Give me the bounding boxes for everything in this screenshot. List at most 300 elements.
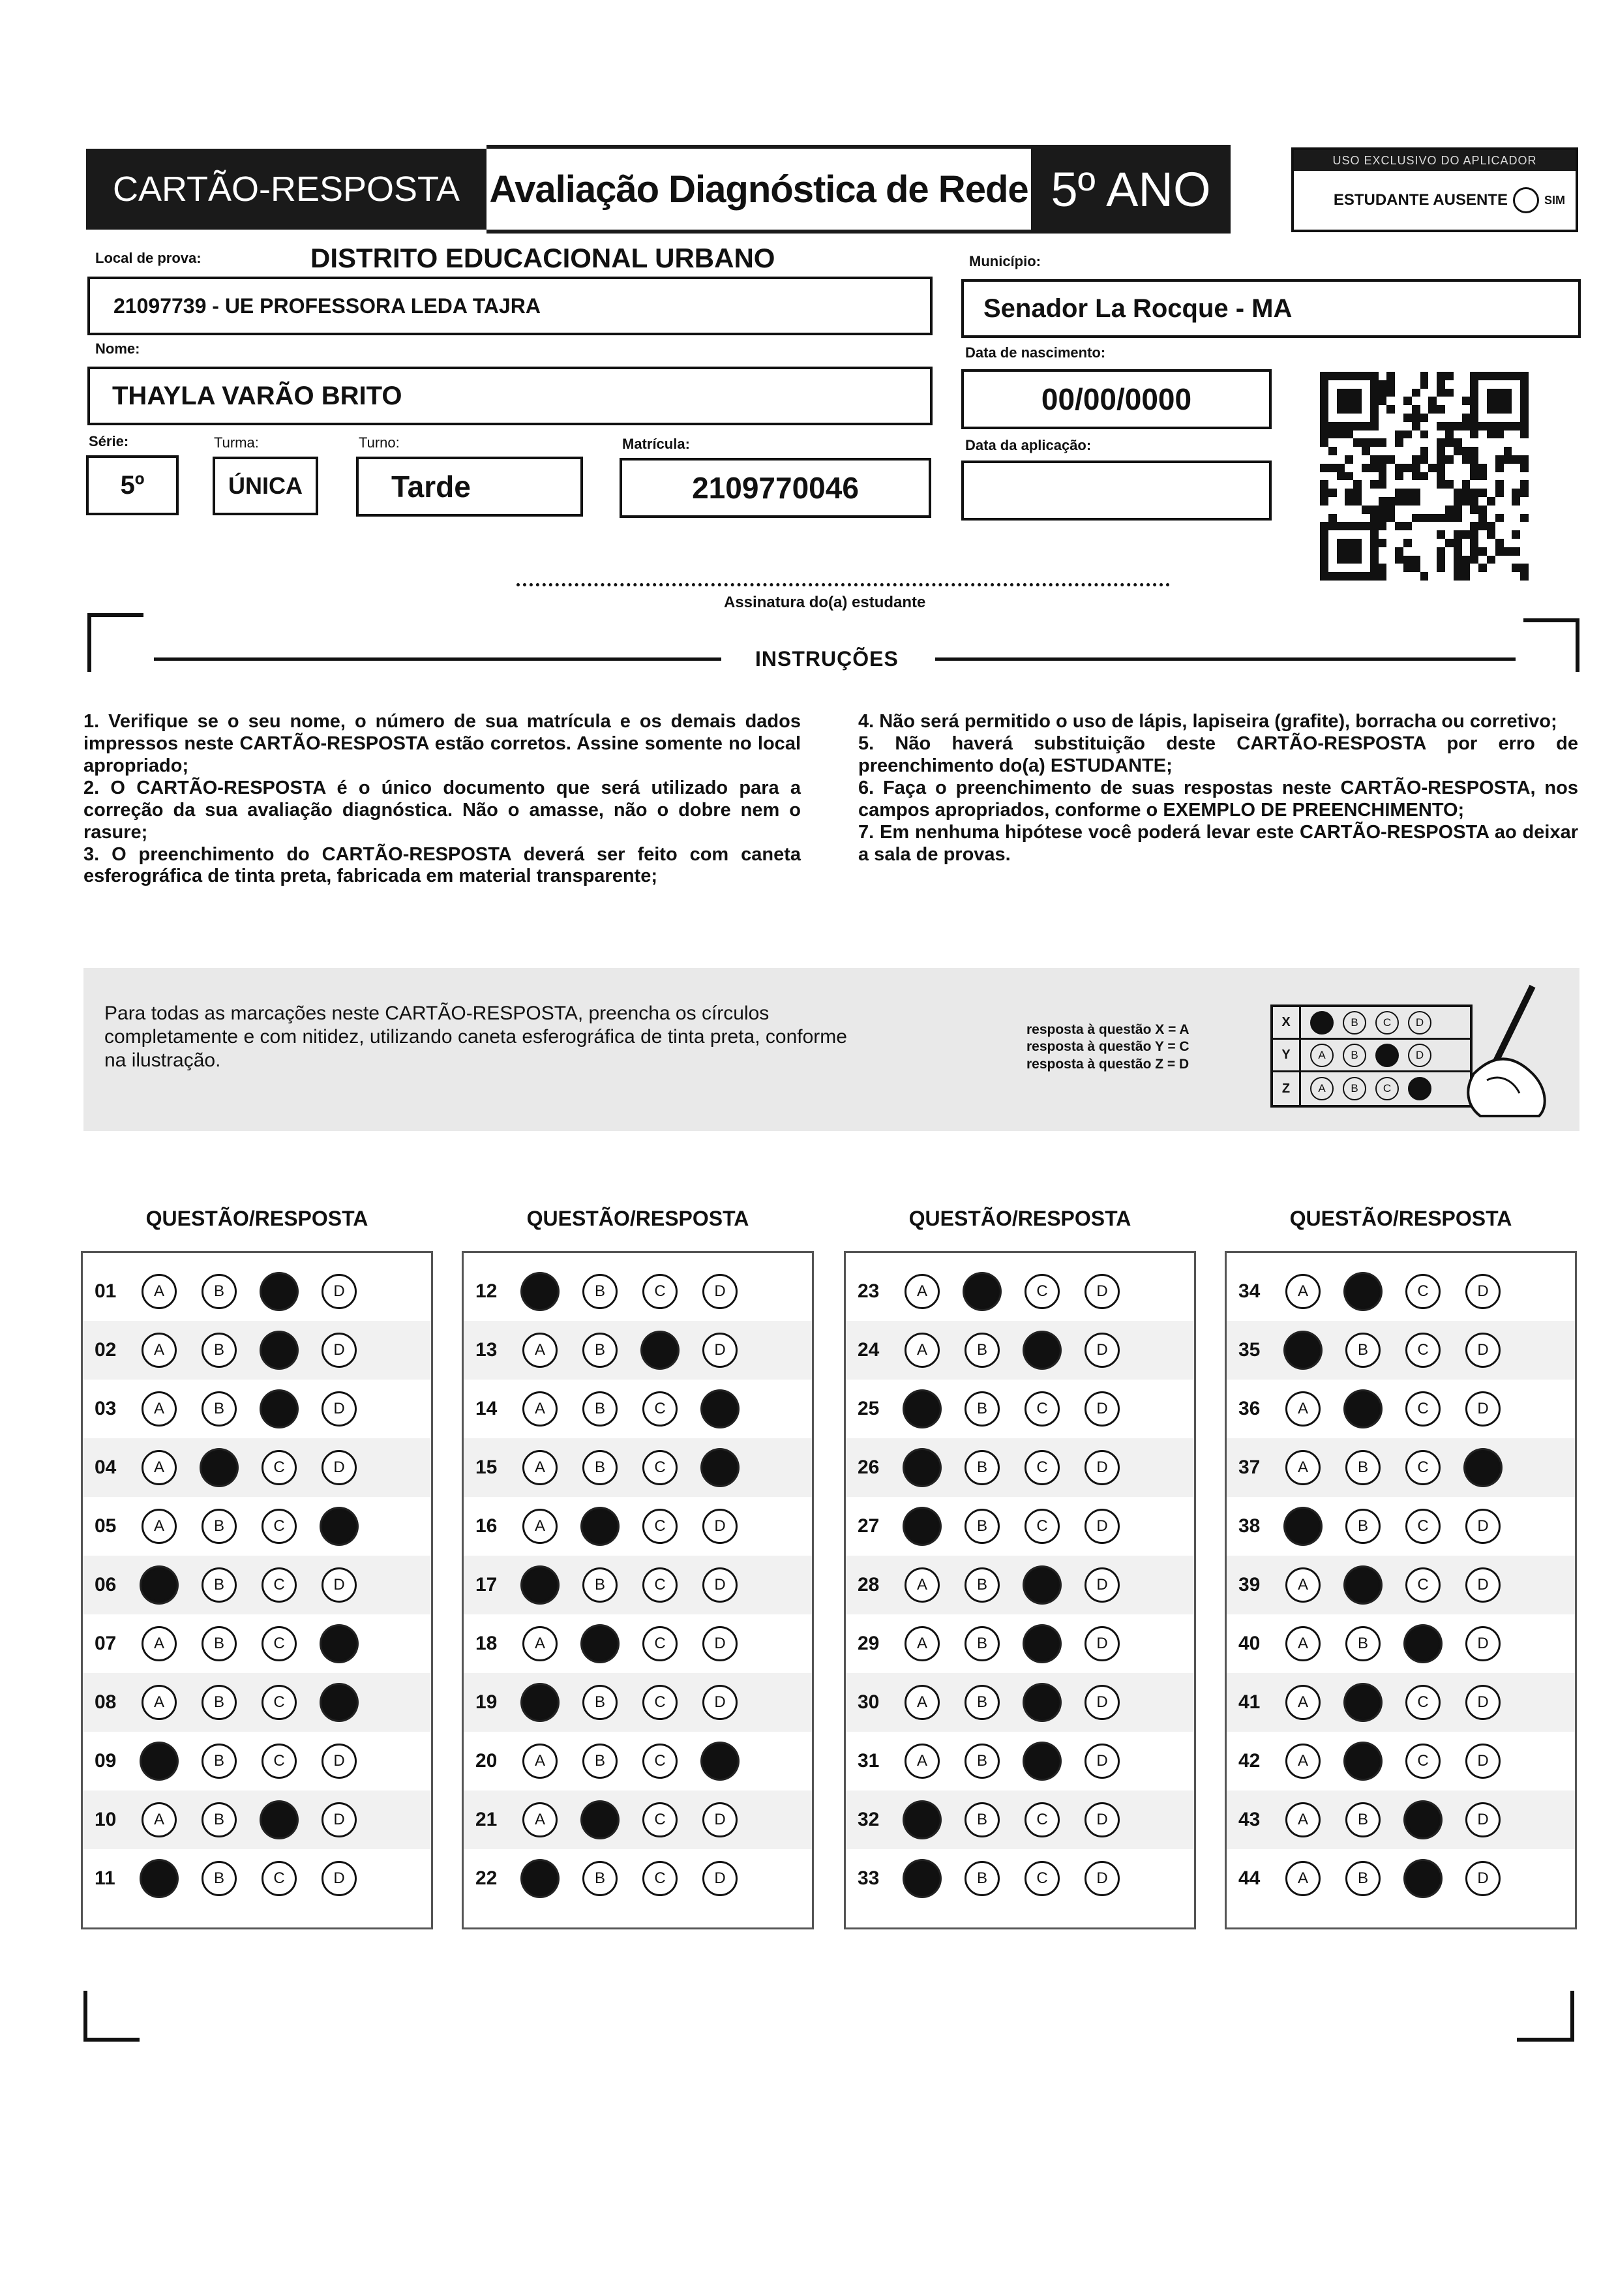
question-number: 29 [858, 1633, 880, 1654]
answer-bubble-b[interactable]: B [965, 1450, 1000, 1485]
answer-bubble-d[interactable]: D [1085, 1802, 1120, 1837]
answer-bubble-a[interactable] [905, 1861, 940, 1896]
answer-bubble-c[interactable] [1025, 1744, 1060, 1779]
answer-bubble-d[interactable]: D [1465, 1274, 1501, 1309]
answer-bubble-a[interactable]: A [905, 1567, 940, 1603]
answer-bubble-a[interactable]: A [142, 1685, 177, 1720]
answer-bubble-b[interactable]: B [582, 1744, 618, 1779]
answer-bubble-b[interactable] [965, 1274, 1000, 1309]
question-number: 16 [475, 1515, 498, 1537]
answer-bubble-c[interactable]: C [1405, 1509, 1441, 1544]
answer-bubble-b[interactable]: B [202, 1626, 237, 1661]
pen-hand-illustration [1402, 982, 1552, 1119]
instruction-4: 4. Não será permitido o uso de lápis, lapiseira (grafite), borracha ou corretivo; [858, 711, 1557, 732]
instruction-2: 2. O CARTÃO-RESPOSTA é o único documento que será utilizado para a correção da sua avaliação diagnóstica. Não o amasse, não o dobre nem o rasure; [83, 777, 801, 843]
answer-bubble-d[interactable] [1465, 1450, 1501, 1485]
answer-bubble-c[interactable]: C [642, 1391, 678, 1427]
answer-bubble-d[interactable]: D [1085, 1861, 1120, 1896]
column-header: QUESTÃO/RESPOSTA [526, 1207, 749, 1230]
applicator-box [1291, 147, 1578, 232]
answer-bubble-c[interactable]: C [1405, 1333, 1441, 1368]
question-row [83, 1849, 431, 1908]
question-row [83, 1732, 431, 1790]
answer-bubble-a[interactable]: A [905, 1333, 940, 1368]
example-legend [1026, 1021, 1190, 1073]
answer-bubble-c[interactable]: C [262, 1450, 297, 1485]
answer-bubble-c[interactable]: C [642, 1744, 678, 1779]
answer-bubble-a[interactable]: A [1285, 1861, 1321, 1896]
example-row-label: Y [1273, 1040, 1301, 1070]
question-number: 18 [475, 1633, 498, 1654]
frame-corner-bottom-right [1517, 1991, 1574, 2042]
answer-bubble-b[interactable] [1345, 1274, 1381, 1309]
question-row [464, 1614, 812, 1673]
answer-bubble-c[interactable]: C [1025, 1861, 1060, 1896]
question-row [846, 1673, 1194, 1732]
question-number: 25 [858, 1398, 880, 1419]
answer-bubble-d[interactable]: D [1465, 1509, 1501, 1544]
answer-bubble-d[interactable]: D [1085, 1333, 1120, 1368]
answer-bubble-d[interactable]: D [322, 1333, 357, 1368]
answer-bubble-c[interactable]: C [642, 1509, 678, 1544]
question-row [464, 1673, 812, 1732]
answer-bubble-c[interactable] [1025, 1333, 1060, 1368]
answer-bubble-c[interactable]: C [262, 1861, 297, 1896]
answer-bubble-d[interactable]: D [1465, 1567, 1501, 1603]
answer-bubble-c[interactable] [642, 1333, 678, 1368]
question-row [83, 1556, 431, 1614]
signature-line [516, 583, 1170, 586]
answer-bubble-c[interactable] [1025, 1567, 1060, 1603]
answer-bubble-b[interactable]: B [202, 1685, 237, 1720]
answer-bubble-a[interactable]: A [905, 1744, 940, 1779]
column-header: QUESTÃO/RESPOSTA [145, 1207, 368, 1230]
answer-bubble-c[interactable]: C [262, 1626, 297, 1661]
question-number: 33 [858, 1867, 880, 1889]
answer-bubble-b[interactable] [582, 1509, 618, 1544]
answer-bubble-b[interactable] [1345, 1567, 1381, 1603]
question-number: 40 [1238, 1633, 1261, 1654]
answer-bubble-d[interactable]: D [702, 1861, 738, 1896]
answer-bubble-c[interactable]: C [262, 1744, 297, 1779]
instruction-5: 5. Não haverá substituição deste CARTÃO-RESPOSTA por erro de preenchimento do(a) ESTUDANTE; [858, 733, 1578, 776]
answer-bubble-c[interactable]: C [1405, 1391, 1441, 1427]
answer-bubble-d[interactable]: D [1465, 1861, 1501, 1896]
answer-bubble-b[interactable] [1345, 1685, 1381, 1720]
answer-column [844, 1251, 1196, 1929]
question-number: 34 [1238, 1280, 1261, 1302]
answer-bubble-d[interactable]: D [322, 1391, 357, 1427]
nome-label: Nome: [95, 340, 140, 357]
question-number: 21 [475, 1809, 498, 1830]
question-number: 09 [95, 1750, 117, 1772]
question-row [83, 1790, 431, 1849]
answer-bubble-c[interactable]: C [1025, 1450, 1060, 1485]
answer-bubble-a[interactable] [522, 1685, 558, 1720]
question-row [83, 1380, 431, 1438]
question-number: 01 [95, 1280, 117, 1302]
example-bubble: C [1375, 1011, 1399, 1035]
answer-bubble-c[interactable]: C [1405, 1567, 1441, 1603]
example-row-label: X [1273, 1007, 1301, 1038]
answer-bubble-a[interactable]: A [522, 1333, 558, 1368]
example-bubble: C [1375, 1077, 1399, 1100]
answer-bubble-b[interactable]: B [202, 1274, 237, 1309]
answer-bubble-c[interactable]: C [642, 1274, 678, 1309]
answer-bubble-a[interactable]: A [142, 1333, 177, 1368]
absent-label: ESTUDANTE AUSENTE [1333, 191, 1508, 209]
instruction-3: 3. O preenchimento do CARTÃO-RESPOSTA deverá ser feito com caneta esferográfica de tinta preta, fabricada em material transparente; [83, 843, 801, 887]
question-number: 24 [858, 1339, 880, 1361]
answer-bubble-c[interactable]: C [1025, 1802, 1060, 1837]
example-bubble: B [1343, 1044, 1366, 1067]
matricula-field [620, 458, 931, 518]
answer-column [462, 1251, 814, 1929]
answer-bubble-a[interactable] [905, 1391, 940, 1427]
answer-bubble-d[interactable]: D [1465, 1333, 1501, 1368]
answer-bubble-a[interactable]: A [142, 1450, 177, 1485]
answer-bubble-a[interactable]: A [1285, 1450, 1321, 1485]
answer-bubble-c[interactable] [262, 1333, 297, 1368]
answer-bubble-b[interactable]: B [202, 1391, 237, 1427]
example-bubble: D [1408, 1011, 1431, 1035]
answer-bubble-a[interactable]: A [522, 1802, 558, 1837]
answer-bubble-c[interactable] [1025, 1626, 1060, 1661]
answer-bubble-d[interactable]: D [1085, 1685, 1120, 1720]
card-title-banner [86, 149, 486, 230]
question-row [1227, 1790, 1575, 1849]
question-number: 36 [1238, 1398, 1261, 1419]
turno-value: Tarde [391, 470, 471, 504]
turma-value: ÚNICA [228, 472, 303, 499]
answer-bubble-c[interactable]: C [642, 1802, 678, 1837]
answer-bubble-c[interactable]: C [1025, 1391, 1060, 1427]
question-row [83, 1497, 431, 1556]
answer-bubble-c[interactable]: C [262, 1685, 297, 1720]
answer-bubble-a[interactable]: A [522, 1391, 558, 1427]
answer-bubble-d[interactable]: D [1465, 1802, 1501, 1837]
answer-bubble-d[interactable]: D [1085, 1274, 1120, 1309]
question-row [464, 1790, 812, 1849]
answer-bubble-a[interactable]: A [1285, 1274, 1321, 1309]
answer-bubble-c[interactable] [1025, 1685, 1060, 1720]
question-row [846, 1321, 1194, 1380]
question-number: 13 [475, 1339, 498, 1361]
question-row [464, 1438, 812, 1497]
answer-bubble-b[interactable]: B [582, 1450, 618, 1485]
answer-bubble-c[interactable] [262, 1391, 297, 1427]
answer-bubble-c[interactable] [1405, 1626, 1441, 1661]
nascimento-field [961, 369, 1272, 429]
answer-bubble-c[interactable]: C [642, 1861, 678, 1896]
answer-bubble-a[interactable]: A [1285, 1685, 1321, 1720]
answer-bubble-a[interactable]: A [1285, 1626, 1321, 1661]
answer-bubble-d[interactable]: D [702, 1685, 738, 1720]
answer-bubble-d[interactable] [322, 1685, 357, 1720]
answer-bubble-d[interactable]: D [322, 1450, 357, 1485]
answer-bubble-d[interactable] [702, 1744, 738, 1779]
answer-bubble-b[interactable]: B [965, 1333, 1000, 1368]
serie-label: Série: [89, 433, 129, 449]
column-header: QUESTÃO/RESPOSTA [1289, 1207, 1512, 1230]
answer-bubble-a[interactable] [142, 1744, 177, 1779]
answer-bubble-a[interactable]: A [1285, 1802, 1321, 1837]
answer-bubble-b[interactable]: B [1345, 1802, 1381, 1837]
example-bubble: D [1408, 1044, 1431, 1067]
answer-bubble-d[interactable] [322, 1509, 357, 1544]
answer-bubble-d[interactable] [702, 1450, 738, 1485]
answer-bubble-c[interactable]: C [1405, 1685, 1441, 1720]
grade-banner [1031, 145, 1231, 234]
answer-bubble-a[interactable] [905, 1802, 940, 1837]
answer-bubble-c[interactable]: C [1025, 1274, 1060, 1309]
question-number: 06 [95, 1574, 117, 1595]
question-row [1227, 1732, 1575, 1790]
answer-bubble-b[interactable]: B [965, 1685, 1000, 1720]
answer-bubble-d[interactable]: D [702, 1333, 738, 1368]
answer-bubble-a[interactable] [905, 1509, 940, 1544]
answer-bubble-b[interactable]: B [965, 1391, 1000, 1427]
instruction-7: 7. Em nenhuma hipótese você poderá levar este CARTÃO-RESPOSTA ao deixar a sala de provas. [858, 821, 1578, 865]
aplicacao-label: Data da aplicação: [965, 437, 1092, 453]
qr-code [1320, 372, 1529, 581]
answer-bubble-c[interactable] [1405, 1861, 1441, 1896]
question-number: 26 [858, 1457, 880, 1478]
question-number: 27 [858, 1515, 880, 1537]
answer-bubble-b[interactable]: B [202, 1744, 237, 1779]
answer-bubble-d[interactable]: D [1465, 1685, 1501, 1720]
question-row [1227, 1262, 1575, 1321]
answer-bubble-a[interactable]: A [142, 1509, 177, 1544]
nome-value: THAYLA VARÃO BRITO [112, 381, 402, 410]
example-bubble: A [1310, 1077, 1334, 1100]
answer-bubble-d[interactable]: D [322, 1567, 357, 1603]
answer-bubble-b[interactable]: B [965, 1509, 1000, 1544]
answer-bubble-b[interactable] [1345, 1744, 1381, 1779]
answer-bubble-a[interactable]: A [1285, 1391, 1321, 1427]
frame-corner-top-left [87, 613, 143, 672]
answer-bubble-c[interactable] [262, 1802, 297, 1837]
instructions-right [858, 711, 1578, 866]
answer-bubble-b[interactable] [582, 1626, 618, 1661]
answer-bubble-b[interactable]: B [202, 1861, 237, 1896]
instructions-title: INSTRUÇÕES [755, 647, 899, 671]
answer-bubble-b[interactable]: B [202, 1509, 237, 1544]
answer-bubble-b[interactable] [582, 1802, 618, 1837]
answer-bubble-d[interactable]: D [1085, 1450, 1120, 1485]
answer-bubble-a[interactable]: A [905, 1685, 940, 1720]
answer-bubble-c[interactable]: C [1405, 1450, 1441, 1485]
question-row [846, 1790, 1194, 1849]
answer-bubble-a[interactable]: A [905, 1274, 940, 1309]
question-number: 05 [95, 1515, 117, 1537]
answer-bubble-b[interactable]: B [1345, 1626, 1381, 1661]
question-number: 44 [1238, 1867, 1261, 1889]
question-number: 02 [95, 1339, 117, 1361]
example-row-label: Z [1273, 1072, 1301, 1105]
answer-bubble-a[interactable]: A [142, 1626, 177, 1661]
answer-bubble-c[interactable] [262, 1274, 297, 1309]
answer-bubble-c[interactable]: C [1405, 1744, 1441, 1779]
answer-bubble-c[interactable]: C [1405, 1274, 1441, 1309]
question-row [1227, 1556, 1575, 1614]
answer-bubble-d[interactable]: D [702, 1567, 738, 1603]
answer-bubble-d[interactable]: D [1085, 1509, 1120, 1544]
municipio-value: Senador La Rocque - MA [983, 294, 1293, 323]
question-row [83, 1262, 431, 1321]
answer-bubble-a[interactable] [522, 1567, 558, 1603]
answer-bubble-b[interactable]: B [582, 1391, 618, 1427]
answer-bubble-a[interactable] [142, 1861, 177, 1896]
answer-bubble-a[interactable]: A [142, 1274, 177, 1309]
answer-bubble-c[interactable]: C [642, 1450, 678, 1485]
answer-bubble-a[interactable]: A [142, 1802, 177, 1837]
matricula-value: 2109770046 [692, 471, 859, 505]
answer-bubble-b[interactable]: B [1345, 1333, 1381, 1368]
question-row [846, 1438, 1194, 1497]
answer-bubble-b[interactable]: B [965, 1861, 1000, 1896]
answer-bubble-a[interactable]: A [1285, 1744, 1321, 1779]
aplicacao-field[interactable] [961, 461, 1272, 521]
question-row [464, 1849, 812, 1908]
question-row [846, 1497, 1194, 1556]
answer-bubble-a[interactable]: A [522, 1744, 558, 1779]
answer-bubble-c[interactable]: C [262, 1509, 297, 1544]
answer-bubble-d[interactable]: D [1085, 1744, 1120, 1779]
question-number: 04 [95, 1457, 117, 1478]
absent-checkbox[interactable] [1513, 187, 1539, 213]
legend-x: resposta à questão X = A [1026, 1022, 1190, 1037]
answer-bubble-a[interactable] [1285, 1333, 1321, 1368]
answer-bubble-b[interactable]: B [965, 1744, 1000, 1779]
answer-bubble-b[interactable]: B [582, 1685, 618, 1720]
answer-bubble-d[interactable]: D [322, 1802, 357, 1837]
question-row [846, 1380, 1194, 1438]
nome-field [87, 367, 933, 425]
question-number: 11 [95, 1867, 115, 1889]
turma-label: Turma: [214, 434, 259, 451]
answer-bubble-a[interactable] [1285, 1509, 1321, 1544]
municipio-field [961, 279, 1581, 338]
answer-bubble-a[interactable]: A [522, 1509, 558, 1544]
answer-bubble-d[interactable]: D [1465, 1744, 1501, 1779]
answer-bubble-b[interactable]: B [965, 1567, 1000, 1603]
answer-bubble-b[interactable] [1345, 1391, 1381, 1427]
answer-bubble-b[interactable]: B [202, 1333, 237, 1368]
answer-bubble-b[interactable]: B [582, 1567, 618, 1603]
question-number: 07 [95, 1633, 117, 1654]
frame-corner-top-right [1523, 618, 1579, 672]
question-row [83, 1438, 431, 1497]
answer-bubble-c[interactable]: C [262, 1567, 297, 1603]
answer-bubble-c[interactable]: C [642, 1626, 678, 1661]
answer-bubble-d[interactable]: D [1465, 1626, 1501, 1661]
answer-bubble-a[interactable]: A [142, 1391, 177, 1427]
question-row [464, 1497, 812, 1556]
local-district: DISTRITO EDUCACIONAL URBANO [310, 243, 775, 273]
question-number: 42 [1238, 1750, 1261, 1772]
instructions-rule-left [154, 657, 721, 661]
answer-bubble-b[interactable]: B [582, 1861, 618, 1896]
answer-bubble-d[interactable]: D [322, 1861, 357, 1896]
exam-title: Avaliação Diagnóstica de Rede [489, 168, 1028, 211]
answer-bubble-b[interactable]: B [582, 1333, 618, 1368]
question-row [83, 1614, 431, 1673]
question-row [846, 1556, 1194, 1614]
answer-bubble-b[interactable]: B [1345, 1509, 1381, 1544]
applicator-header [1294, 150, 1576, 171]
answer-bubble-c[interactable]: C [642, 1685, 678, 1720]
question-row [846, 1849, 1194, 1908]
answer-bubble-d[interactable] [702, 1391, 738, 1427]
answer-bubble-a[interactable]: A [1285, 1567, 1321, 1603]
answer-bubble-c[interactable] [1405, 1802, 1441, 1837]
answer-bubble-d[interactable]: D [322, 1274, 357, 1309]
answer-bubble-a[interactable]: A [522, 1450, 558, 1485]
answer-bubble-a[interactable]: A [905, 1626, 940, 1661]
example-bubble: A [1310, 1044, 1334, 1067]
question-number: 39 [1238, 1574, 1261, 1595]
matricula-label: Matrícula: [622, 436, 690, 452]
legend-z: resposta à questão Z = D [1026, 1056, 1190, 1072]
answer-bubble-d[interactable]: D [702, 1626, 738, 1661]
answer-bubble-b[interactable]: B [202, 1567, 237, 1603]
answer-bubble-c[interactable]: C [1025, 1509, 1060, 1544]
answer-bubble-d[interactable]: D [1085, 1626, 1120, 1661]
example-bubble [1375, 1044, 1399, 1067]
answer-bubble-b[interactable]: B [582, 1274, 618, 1309]
question-number: 32 [858, 1809, 880, 1830]
question-number: 14 [475, 1398, 498, 1419]
answer-bubble-b[interactable]: B [965, 1802, 1000, 1837]
answer-bubble-d[interactable]: D [702, 1509, 738, 1544]
answer-bubble-b[interactable]: B [1345, 1861, 1381, 1896]
answer-bubble-d[interactable]: D [1085, 1391, 1120, 1427]
question-row [464, 1732, 812, 1790]
answer-bubble-d[interactable]: D [702, 1802, 738, 1837]
answer-bubble-d[interactable]: D [322, 1744, 357, 1779]
nascimento-label: Data de nascimento: [965, 344, 1106, 361]
question-row [1227, 1614, 1575, 1673]
applicator-label: USO EXCLUSIVO DO APLICADOR [1332, 153, 1537, 167]
answer-bubble-d[interactable]: D [1465, 1391, 1501, 1427]
column-header: QUESTÃO/RESPOSTA [908, 1207, 1131, 1230]
answer-bubble-a[interactable] [905, 1450, 940, 1485]
answer-bubble-b[interactable]: B [202, 1802, 237, 1837]
answer-bubble-b[interactable] [202, 1450, 237, 1485]
answer-bubble-b[interactable]: B [965, 1626, 1000, 1661]
exam-title-banner [486, 145, 1031, 234]
example-bubble: B [1343, 1077, 1366, 1100]
turno-field [356, 457, 583, 517]
answer-bubble-d[interactable]: D [702, 1274, 738, 1309]
answer-bubble-c[interactable]: C [642, 1567, 678, 1603]
question-number: 28 [858, 1574, 880, 1595]
grade-title: 5º ANO [1051, 162, 1211, 217]
answer-bubble-b[interactable]: B [1345, 1450, 1381, 1485]
answer-column [81, 1251, 433, 1929]
answer-bubble-a[interactable] [522, 1274, 558, 1309]
answer-bubble-a[interactable] [522, 1861, 558, 1896]
local-field [87, 277, 933, 335]
answer-bubble-a[interactable]: A [522, 1626, 558, 1661]
example-bubble [1310, 1011, 1334, 1035]
answer-bubble-a[interactable] [142, 1567, 177, 1603]
answer-bubble-d[interactable]: D [1085, 1567, 1120, 1603]
nascimento-value: 00/00/0000 [1041, 382, 1192, 416]
local-value: 21097739 - UE PROFESSORA LEDA TAJRA [113, 294, 541, 318]
answer-bubble-d[interactable] [322, 1626, 357, 1661]
